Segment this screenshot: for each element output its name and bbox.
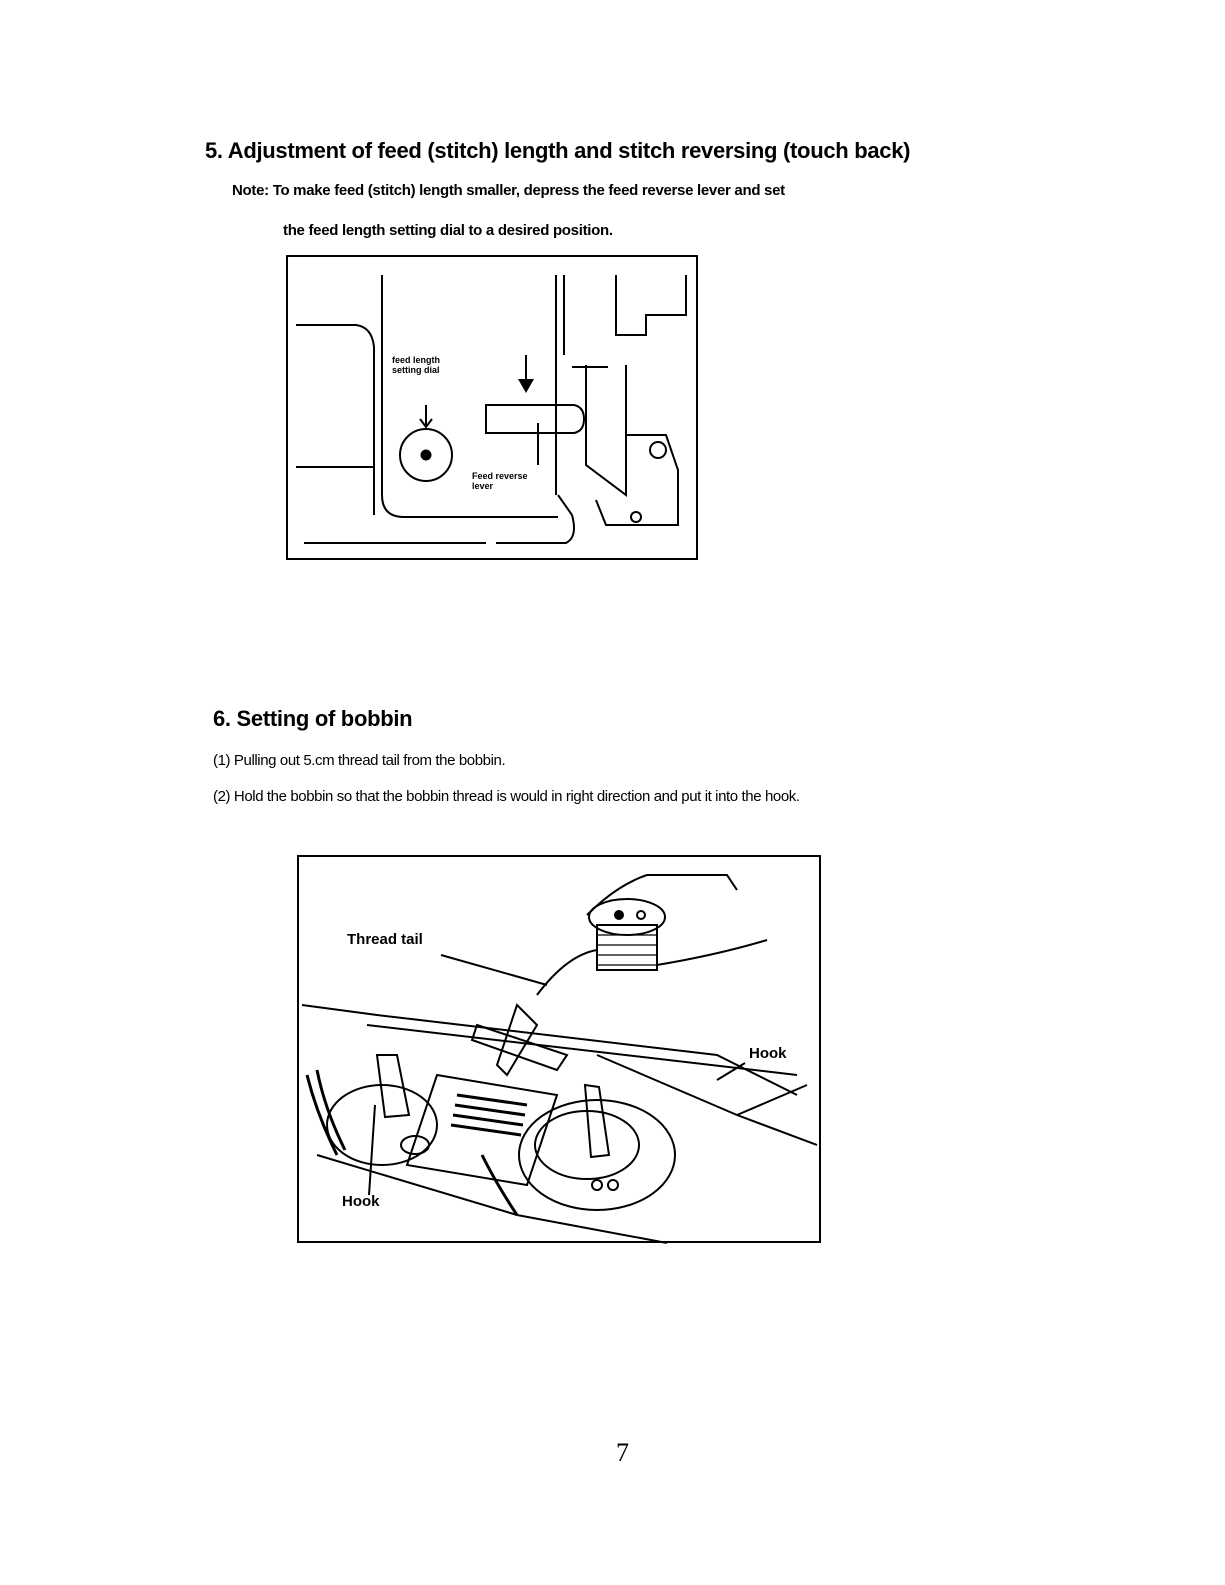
lever-label-line-1: Feed reverse bbox=[472, 471, 528, 481]
lever-label-line-2: lever bbox=[472, 481, 494, 491]
dial-label-line-2: setting dial bbox=[392, 365, 440, 375]
feed-length-figure bbox=[286, 255, 698, 560]
section-5-heading: 5. Adjustment of feed (stitch) length and stitch reversing (touch back) bbox=[205, 138, 911, 163]
section-6-heading: 6. Setting of bobbin bbox=[213, 706, 413, 731]
dial-label-line-1: feed length bbox=[392, 355, 441, 365]
feed-length-illustration bbox=[286, 255, 698, 560]
hook-label-left: Hook bbox=[342, 1193, 380, 1210]
section-5-note-line-1: Note: To make feed (stitch) length smaller, depress the feed reverse lever and set bbox=[232, 182, 785, 199]
page-number: 7 bbox=[616, 1438, 629, 1467]
section-5-note-line-2: the feed length setting dial to a desired position. bbox=[283, 222, 613, 239]
thread-tail-label: Thread tail bbox=[347, 931, 423, 948]
bobbin-illustration bbox=[297, 855, 821, 1243]
hook-label-right: Hook bbox=[749, 1045, 787, 1062]
section-6-step-1: (1) Pulling out 5.cm thread tail from the bobbin. bbox=[213, 752, 506, 769]
bobbin-figure bbox=[297, 855, 821, 1243]
section-6-step-2: (2) Hold the bobbin so that the bobbin thread is would in right direction and put it into the hook. bbox=[213, 788, 800, 805]
